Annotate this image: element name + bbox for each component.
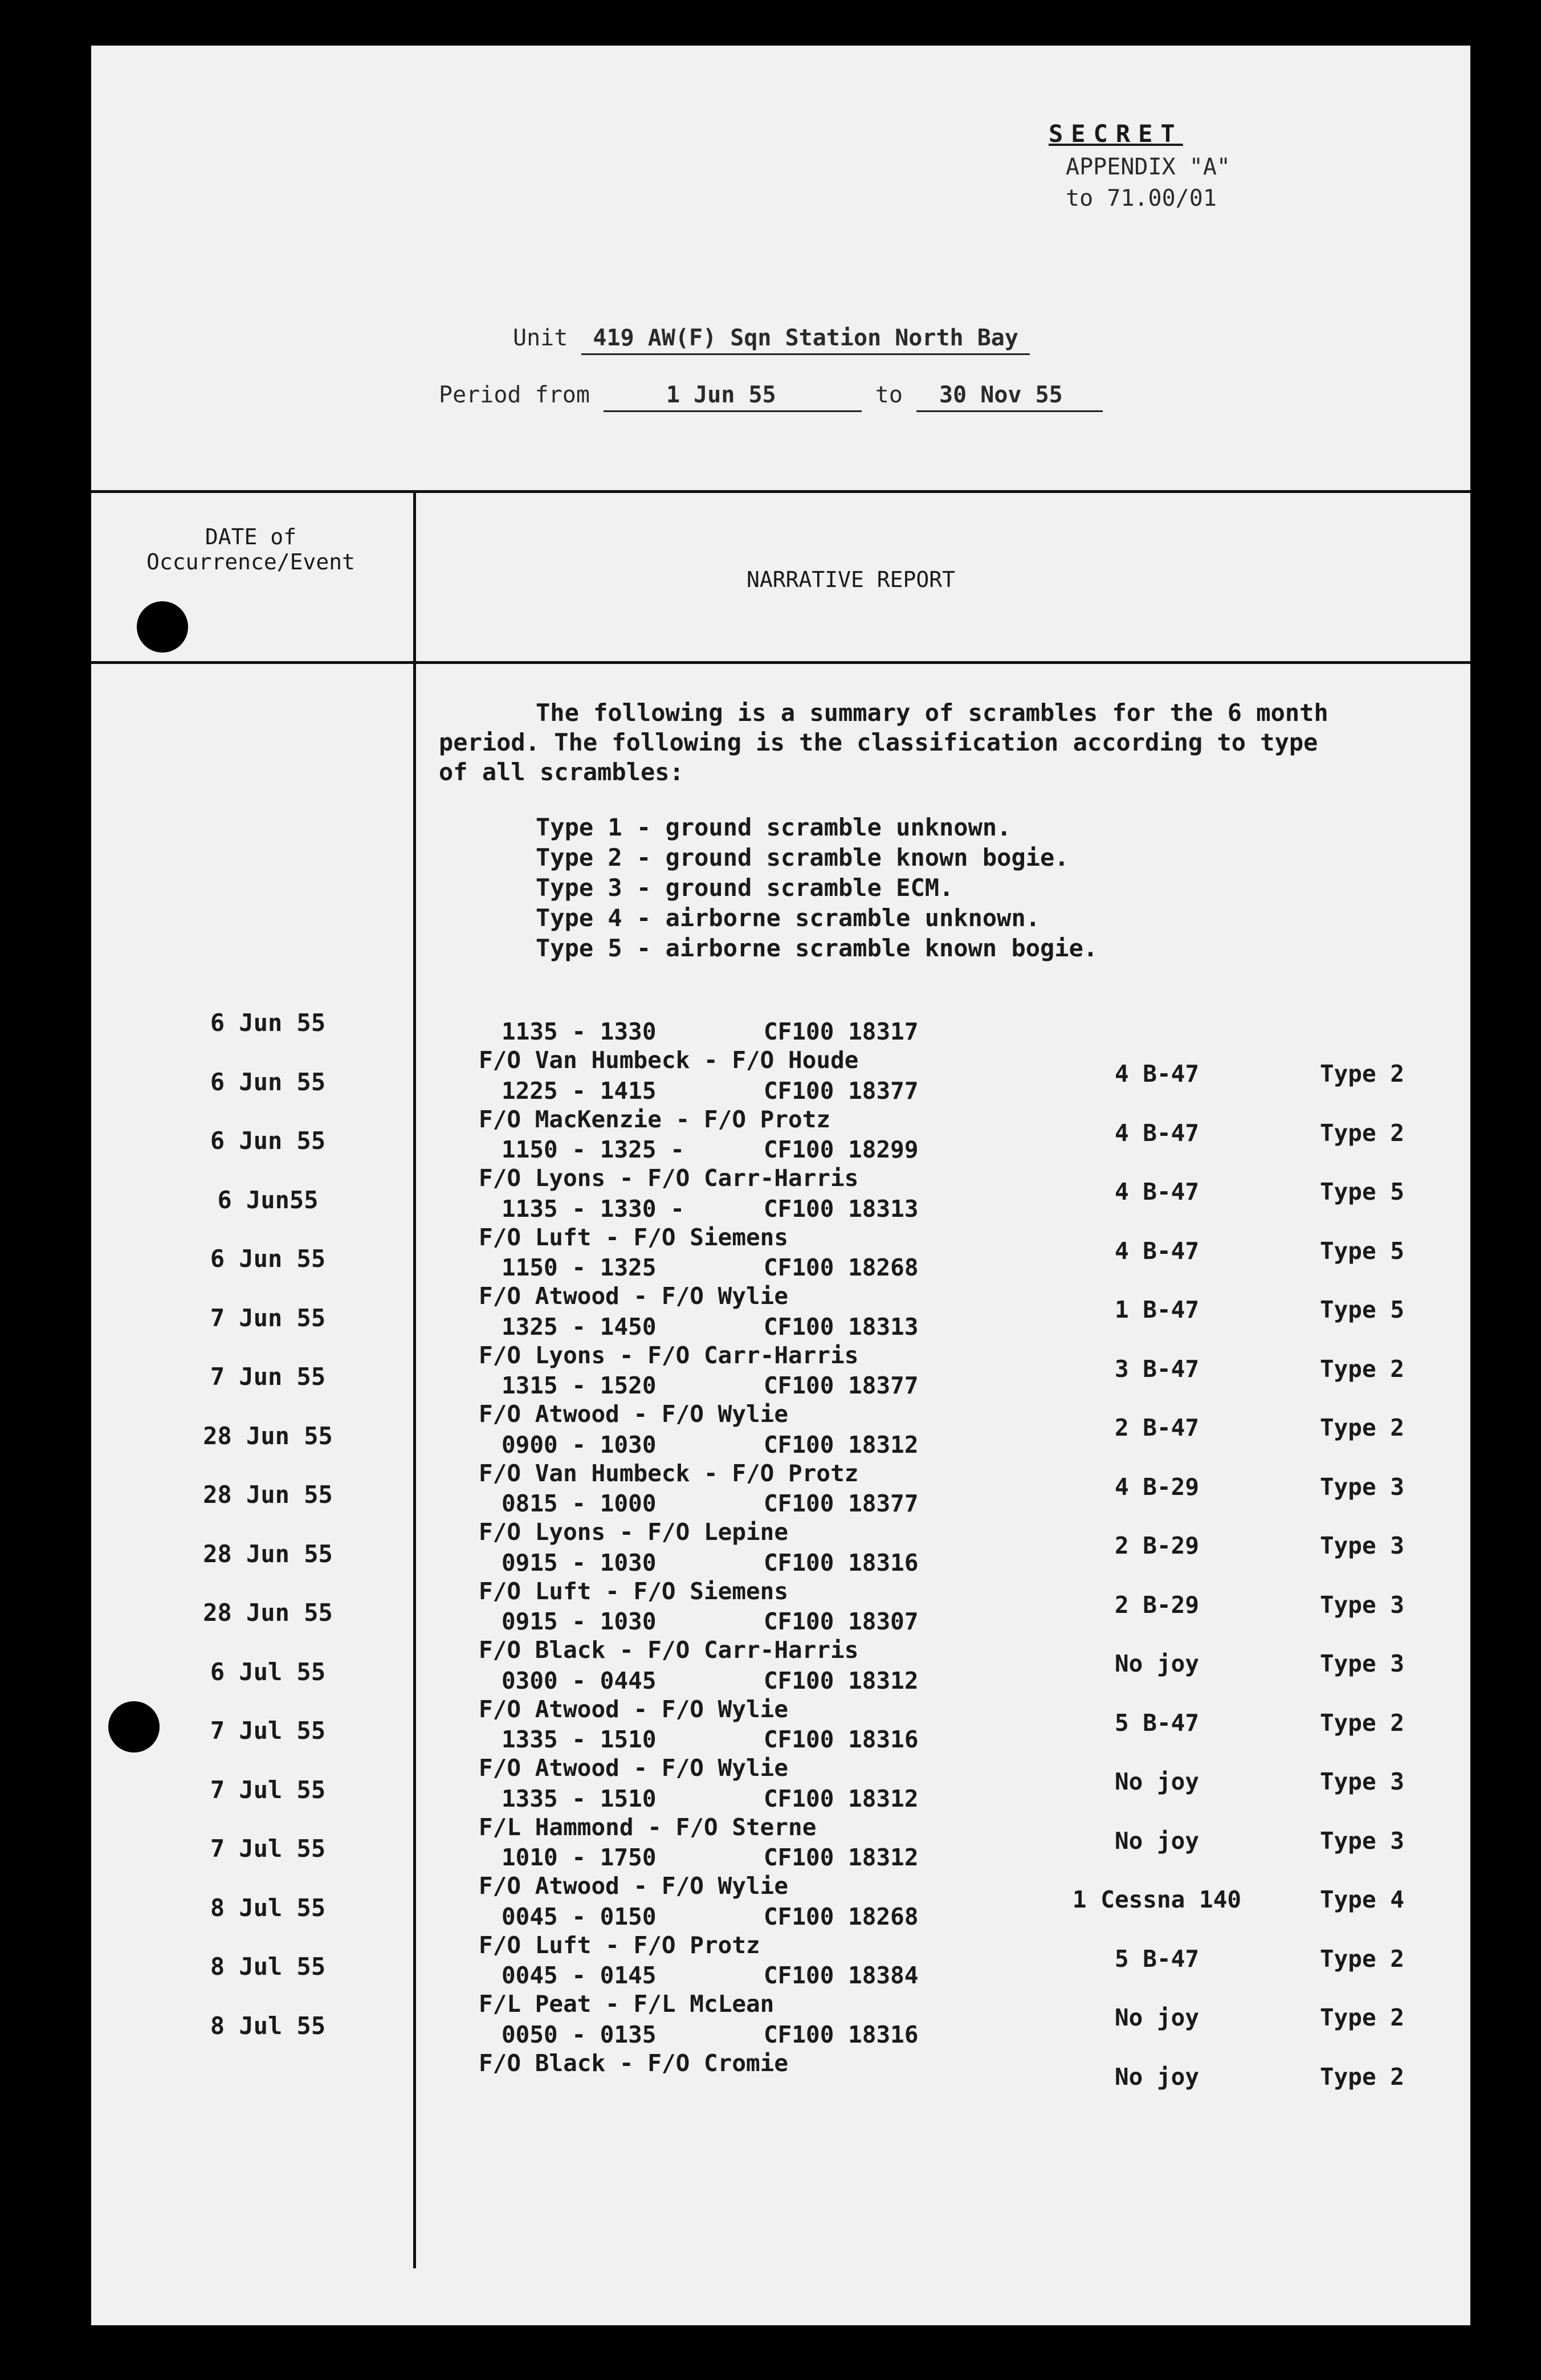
target-cell: 2 B-29 — [1114, 1532, 1200, 1559]
entry-aircraft: CF100 18317 — [764, 1018, 919, 1045]
type-cell: Type 5 — [1319, 1296, 1405, 1323]
classification-mark: SECRET — [1049, 120, 1183, 148]
entry-aircraft: CF100 18268 — [764, 1902, 919, 1930]
unit-label: Unit — [513, 325, 568, 351]
date-cell: 7 Jul 55 — [210, 1775, 326, 1804]
entry-aircraft: CF100 18268 — [764, 1254, 919, 1281]
period-line — [439, 382, 1103, 412]
type-cell: Type 2 — [1319, 1355, 1405, 1383]
type-cell: Type 2 — [1319, 2063, 1405, 2090]
entry-time-line — [502, 1666, 919, 1695]
period-from-value: 1 Jun 55 — [604, 382, 862, 412]
reference-number: to 71.00/01 — [1066, 185, 1217, 211]
type-cell: Type 3 — [1319, 1650, 1405, 1677]
type-list — [536, 812, 1098, 963]
type-item: Type 2 - ground scramble known bogie. — [536, 843, 1069, 871]
entry-aircraft: CF100 18312 — [764, 1666, 919, 1694]
target-cell: 2 B-29 — [1114, 1591, 1200, 1619]
unit-value: 419 AW(F) Sqn Station North Bay — [581, 325, 1030, 355]
scramble-entry — [479, 1313, 919, 1370]
entry-aircraft: CF100 18312 — [764, 1431, 919, 1458]
scramble-entry — [479, 1961, 919, 2018]
target-cell: No joy — [1114, 1650, 1200, 1677]
date-cell: 6 Jun55 — [217, 1185, 319, 1214]
target-cell: 4 B-47 — [1114, 1237, 1200, 1265]
entry-time-line — [502, 1431, 919, 1459]
entry-crew: F/O Atwood - F/O Wylie — [479, 1400, 789, 1428]
date-cell: 7 Jun 55 — [210, 1303, 326, 1332]
entry-time: 1150 - 1325 — [502, 1254, 657, 1281]
scramble-entry — [479, 1017, 919, 1074]
scramble-entry — [479, 1431, 919, 1488]
entry-time: 0900 - 1030 — [502, 1431, 657, 1458]
entry-time-line — [502, 2020, 919, 2049]
entry-crew: F/L Hammond - F/O Sterne — [479, 1813, 817, 1841]
scramble-entry — [479, 1666, 919, 1723]
scramble-entry — [479, 1902, 919, 1959]
unit-line — [513, 325, 1030, 355]
target-cell: No joy — [1114, 1768, 1200, 1795]
entry-crew: F/O Black - F/O Carr-Harris — [479, 1636, 859, 1664]
entry-crew: F/L Peat - F/L McLean — [479, 1990, 774, 2018]
column-divider — [413, 490, 416, 2268]
date-cell: 28 Jun 55 — [203, 1421, 333, 1450]
entry-crew: F/O Luft - F/O Protz — [479, 1931, 760, 1959]
entry-aircraft: CF100 18377 — [764, 1372, 919, 1399]
entry-time: 1150 - 1325 - — [502, 1136, 684, 1163]
date-cell: 28 Jun 55 — [203, 1539, 333, 1568]
type-cell: Type 3 — [1319, 1591, 1405, 1619]
type-cell: Type 2 — [1319, 1119, 1405, 1147]
type-cell: Type 4 — [1319, 1886, 1405, 1913]
type-cell: Type 5 — [1319, 1178, 1405, 1205]
period-to-label: to — [875, 382, 903, 408]
target-cell: 1 B-47 — [1114, 1296, 1200, 1323]
entry-aircraft: CF100 18312 — [764, 1784, 919, 1812]
entry-crew: F/O Luft - F/O Siemens — [479, 1223, 789, 1251]
entry-crew: F/O Lyons - F/O Carr-Harris — [479, 1341, 859, 1369]
appendix-label: APPENDIX "A" — [1066, 154, 1230, 180]
scramble-entry — [479, 1077, 919, 1134]
entry-aircraft: CF100 18313 — [764, 1195, 919, 1222]
entry-time: 0050 - 0135 — [502, 2020, 657, 2048]
entry-time: 0915 - 1030 — [502, 1608, 657, 1635]
target-cell: 1 Cessna 140 — [1072, 1886, 1242, 1913]
scramble-entry — [479, 1371, 919, 1428]
table-top-rule — [91, 490, 1470, 493]
entry-time-line — [502, 1371, 919, 1400]
entry-time: 0815 - 1000 — [502, 1490, 657, 1517]
date-cell: 8 Jul 55 — [210, 1893, 326, 1922]
punch-hole — [137, 601, 188, 653]
entry-time: 1010 - 1750 — [502, 1844, 657, 1871]
entry-time-line — [502, 1489, 919, 1518]
type-cell: Type 5 — [1319, 1237, 1405, 1265]
target-cell: 4 B-29 — [1114, 1473, 1200, 1501]
entry-time: 0300 - 0445 — [502, 1666, 657, 1694]
entry-aircraft: CF100 18384 — [764, 1962, 919, 1989]
date-cell: 6 Jun 55 — [210, 1009, 326, 1037]
entry-time-line — [502, 1253, 919, 1282]
date-cell: 7 Jul 55 — [210, 1835, 326, 1863]
entry-time: 1135 - 1330 - — [502, 1195, 684, 1222]
entry-time-line — [502, 1961, 919, 1990]
type-cell: Type 2 — [1319, 1709, 1405, 1737]
type-cell: Type 3 — [1319, 1532, 1405, 1559]
entry-time-line — [502, 1607, 919, 1636]
entry-crew: F/O Black - F/O Cromie — [479, 2049, 789, 2077]
entry-crew: F/O Atwood - F/O Wylie — [479, 1282, 789, 1310]
intro-line-2: period. The following is the classification according to type — [439, 728, 1318, 756]
date-cell: 8 Jul 55 — [210, 2011, 326, 2040]
scramble-entry — [479, 2020, 919, 2077]
entry-crew: F/O MacKenzie - F/O Protz — [479, 1105, 831, 1133]
type-item: Type 3 - ground scramble ECM. — [536, 874, 954, 902]
target-cell: 4 B-47 — [1114, 1060, 1200, 1087]
period-to-value: 30 Nov 55 — [916, 382, 1103, 412]
entry-time: 1315 - 1520 — [502, 1372, 657, 1399]
entry-aircraft: CF100 18299 — [764, 1136, 919, 1163]
entry-aircraft: CF100 18316 — [764, 2020, 919, 2048]
entry-aircraft: CF100 18316 — [764, 1548, 919, 1576]
entry-time-line — [502, 1077, 919, 1105]
entry-crew: F/O Luft - F/O Siemens — [479, 1577, 789, 1605]
type-cell: Type 2 — [1319, 1945, 1405, 1973]
narrative-column-header: NARRATIVE REPORT — [747, 567, 956, 592]
type-cell: Type 3 — [1319, 1768, 1405, 1795]
entry-time-line — [502, 1195, 919, 1223]
type-item: Type 1 - ground scramble unknown. — [536, 813, 1012, 841]
entry-crew: F/O Atwood - F/O Wylie — [479, 1695, 789, 1723]
entry-time-line — [502, 1017, 919, 1046]
entry-crew: F/O Atwood - F/O Wylie — [479, 1872, 789, 1900]
target-cell: 4 B-47 — [1114, 1119, 1200, 1147]
type-item: Type 5 - airborne scramble known bogie. — [536, 934, 1098, 962]
type-cell: Type 3 — [1319, 1827, 1405, 1855]
entry-aircraft: CF100 18377 — [764, 1490, 919, 1517]
entry-crew: F/O Van Humbeck - F/O Protz — [479, 1459, 859, 1487]
entry-time: 0045 - 0145 — [502, 1962, 657, 1989]
entry-time-line — [502, 1313, 919, 1341]
date-cell: 8 Jul 55 — [210, 1953, 326, 1980]
target-cell: 3 B-47 — [1114, 1355, 1200, 1383]
date-column-header: DATE of Occurrence/Event — [146, 524, 356, 574]
entry-aircraft: CF100 18312 — [764, 1844, 919, 1871]
scramble-entry — [479, 1135, 919, 1192]
table-header-rule — [91, 661, 1470, 664]
entry-aircraft: CF100 18316 — [764, 1726, 919, 1753]
date-cell: 6 Jun 55 — [210, 1245, 326, 1273]
type-cell: Type 2 — [1319, 1414, 1405, 1441]
entry-crew: F/O Atwood - F/O Wylie — [479, 1754, 789, 1782]
entry-time-line — [502, 1548, 919, 1577]
punch-hole — [108, 1701, 160, 1753]
target-cell: No joy — [1114, 2004, 1200, 2031]
entry-time-line — [502, 1135, 919, 1164]
entry-time: 1335 - 1510 — [502, 1784, 657, 1812]
document-page — [91, 46, 1470, 2325]
entry-time-line — [502, 1902, 919, 1931]
intro-line-1: The following is a summary of scrambles for the 6 month — [536, 699, 1328, 727]
scramble-entry — [479, 1195, 919, 1252]
entry-time: 1335 - 1510 — [502, 1726, 657, 1753]
target-cell: 2 B-47 — [1114, 1414, 1200, 1441]
date-cell: 28 Jun 55 — [203, 1481, 333, 1509]
entry-time: 0045 - 0150 — [502, 1902, 657, 1930]
entry-crew: F/O Lyons - F/O Lepine — [479, 1518, 789, 1546]
target-cell: 4 B-47 — [1114, 1178, 1200, 1205]
target-cell: 5 B-47 — [1114, 1945, 1200, 1973]
entry-time-line — [502, 1843, 919, 1872]
scramble-entry — [479, 1725, 919, 1782]
entry-time-line — [502, 1784, 919, 1813]
date-cell: 6 Jul 55 — [210, 1657, 326, 1686]
date-cell: 7 Jun 55 — [210, 1363, 326, 1391]
scramble-entry — [479, 1489, 919, 1546]
entry-time: 1135 - 1330 — [502, 1018, 657, 1045]
entry-aircraft: CF100 18307 — [764, 1608, 919, 1635]
entry-aircraft: CF100 18313 — [764, 1313, 919, 1340]
type-cell: Type 2 — [1319, 1060, 1405, 1087]
entry-crew: F/O Van Humbeck - F/O Houde — [479, 1046, 859, 1074]
scramble-entry — [479, 1253, 919, 1310]
target-cell: 5 B-47 — [1114, 1709, 1200, 1737]
entry-aircraft: CF100 18377 — [764, 1077, 919, 1105]
type-item: Type 4 - airborne scramble unknown. — [536, 904, 1041, 932]
scramble-entry — [479, 1548, 919, 1605]
scramble-entry — [479, 1843, 919, 1900]
date-cell: 7 Jul 55 — [210, 1717, 326, 1745]
entry-crew: F/O Lyons - F/O Carr-Harris — [479, 1164, 859, 1192]
scramble-entry — [479, 1784, 919, 1841]
entry-time-line — [502, 1725, 919, 1754]
period-from-label: Period from — [439, 382, 590, 408]
date-cell: 6 Jun 55 — [210, 1127, 326, 1155]
entry-time: 0915 - 1030 — [502, 1548, 657, 1576]
intro-line-3: of all scrambles: — [439, 758, 684, 786]
type-cell: Type 3 — [1319, 1473, 1405, 1501]
entry-time: 1325 - 1450 — [502, 1313, 657, 1340]
entry-time: 1225 - 1415 — [502, 1077, 657, 1105]
date-cell: 28 Jun 55 — [203, 1599, 333, 1627]
target-cell: No joy — [1114, 2063, 1200, 2090]
type-cell: Type 2 — [1319, 2004, 1405, 2031]
date-cell: 6 Jun 55 — [210, 1067, 326, 1096]
target-cell: No joy — [1114, 1827, 1200, 1855]
scramble-entry — [479, 1607, 919, 1664]
